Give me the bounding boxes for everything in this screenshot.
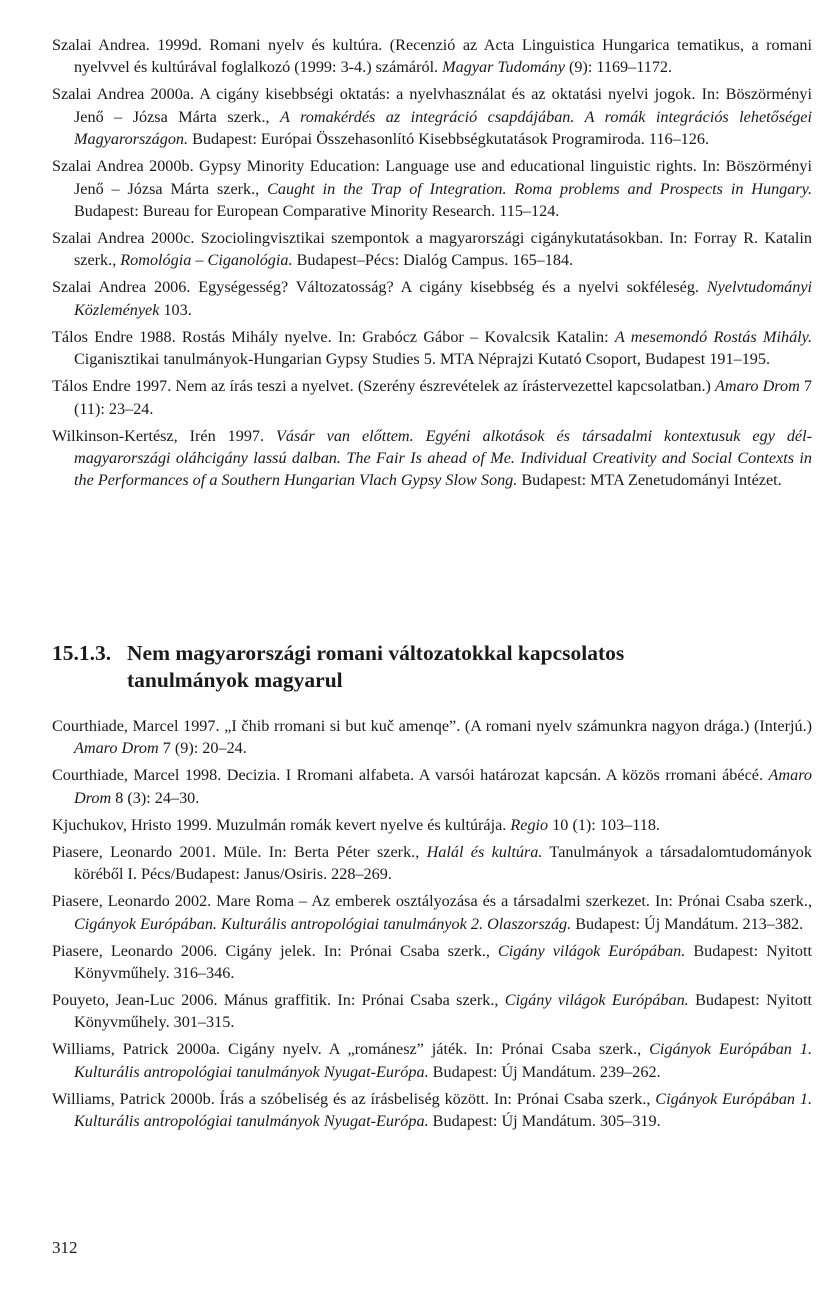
bibliography-entry: Piasere, Leonardo 2002. Mare Roma – Az emberek osztályozása és a társadalmi szerkezet. In: Prónai Csaba szerk., Cigányok Európában. Kulturális antropológiai tanulmányok 2. Olaszország. Budapest: Új Mandátum. 213–382. [52,892,812,933]
section-heading [52,640,812,694]
section-number: 15.1.3. [52,641,112,665]
bibliography-entry: Kjuchukov, Hristo 1999. Muzulmán romák kevert nyelve és kultúrája. Regio 10 (1): 103–118. [52,815,660,834]
bibliography-entry: Williams, Patrick 2000a. Cigány nyelv. A „románesz” játék. In: Prónai Csaba szerk., Cigányok Európában 1. Kulturális antropológiai tanulmányok Nyugat-Európa. Budapest: Új Mandátum. 239–262. [52,1040,812,1081]
bibliography-entry: Tálos Endre 1988. Rostás Mihály nyelve. In: Grabócz Gábor – Kovalcsik Katalin: A mesemondó Rostás Mihály. Ciganisztikai tanulmányok-Hungarian Gypsy Studies 5. MTA Néprajzi Kutató Csoport, Budapest 191–195. [52,327,813,369]
bibliography-entry: Pouyeto, Jean-Luc 2006. Mánus graffitik. In: Prónai Csaba szerk., Cigány világok Európában. Budapest: Nyitott Könyvműhely. 301–315. [52,991,813,1032]
bibliography-entry: Piasere, Leonardo 2006. Cigány jelek. In: Prónai Csaba szerk., Cigány világok Európában. Budapest: Nyitott Könyvműhely. 316–346. [52,941,813,983]
bibliography-entry: Szalai Andrea 2000b. Gypsy Minority Education: Language use and educational linguistic rights. In: Böszörményi Jenő – Józsa Márta szerk., Caught in the Trap of Integration. Roma problems and Prospects in Hungary. Budapest: Bureau for European Comparative Minority Research. 115–124. [52,157,812,221]
section-title-line-2: tanulmányok magyarul [127,668,343,692]
bibliography-entry: Courthiade, Marcel 1998. Decizia. I Rromani alfabeta. A varsói határozat kapcsán. A közös rromani ábécé. Amaro Drom 8 (3): 24–30. [52,766,812,807]
bibliography-entry: Courthiade, Marcel 1997. „I čhib rromani si but kuč amenqe”. (A romani nyelv számunkra nagyon drága.) (Interjú.) Amaro Drom 7 (9): 20–24. [52,717,812,758]
bibliography-entry: Szalai Andrea 2000c. Szociolingvisztikai szempontok a magyarországi cigánykutatásokban. In: Forray R. Katalin szerk., Romológia – Ciganológia. Budapest–Pécs: Dialóg Campus. 165–184. [52,229,812,270]
bibliography-entry: Szalai Andrea 2000a. A cigány kisebbségi oktatás: a nyelvhasználat és az oktatási nyelvi jogok. In: Böszörményi Jenő – Józsa Márta szerk., A romakérdés az integráció csapdájában. A romák integrációs lehetőségei Magyarországon. Budapest: Európai Összehasonlító Kisebbségkutatások Programiroda. 116–126. [52,85,812,149]
bibliography-entry: Piasere, Leonardo 2001. Müle. In: Berta Péter szerk., Halál és kultúra. Tanulmányok a társadalomtudományok köréből I. Pécs/Budapest: Janus/Osiris. 228–269. [52,842,812,884]
bibliography-entry: Szalai Andrea 2006. Egységesség? Változatosság? A cigány kisebbség és a nyelvi sokféleség. Nyelvtudományi Közlemények 103. [52,278,812,319]
bibliography-entry: Wilkinson-Kertész, Irén 1997. Vásár van előttem. Egyéni alkotások és társadalmi kontextusuk egy dél-magyarországi oláhcigány lassú dalban. The Fair Is ahead of Me. Individual Creativity and Social Contexts in the Performances of a Southern Hungarian Vlach Gypsy Slow Song. Budapest: MTA Zenetudományi Intézet. [52,426,812,490]
bibliography-entry: Williams, Patrick 2000b. Írás a szóbeliség és az írásbeliség között. In: Prónai Csaba szerk., Cigányok Európában 1. Kulturális antropológiai tanulmányok Nyugat-Európa. Budapest: Új Mandátum. 305–319. [52,1089,812,1131]
bibliography-list-hungarian-romani [52,34,812,496]
bibliography-entry: Szalai Andrea. 1999d. Romani nyelv és kultúra. (Recenzió az Acta Linguistica Hungarica tematikus, a romani nyelvvel és kultúrával foglalkozó (1999: 3-4.) számáról. Magyar Tudomány (9): 1169–1172. [52,36,812,77]
section-title-line-1: Nem magyarországi romani változatokkal kapcsolatos [127,641,625,665]
bibliography-entry: Tálos Endre 1997. Nem az írás teszi a nyelvet. (Szerény észrevételek az írástervezettel kapcsolatban.) Amaro Drom 7 (11): 23–24. [52,377,813,418]
page-number: 312 [52,1238,78,1257]
bibliography-list-non-hungarian-romani [52,715,812,1137]
